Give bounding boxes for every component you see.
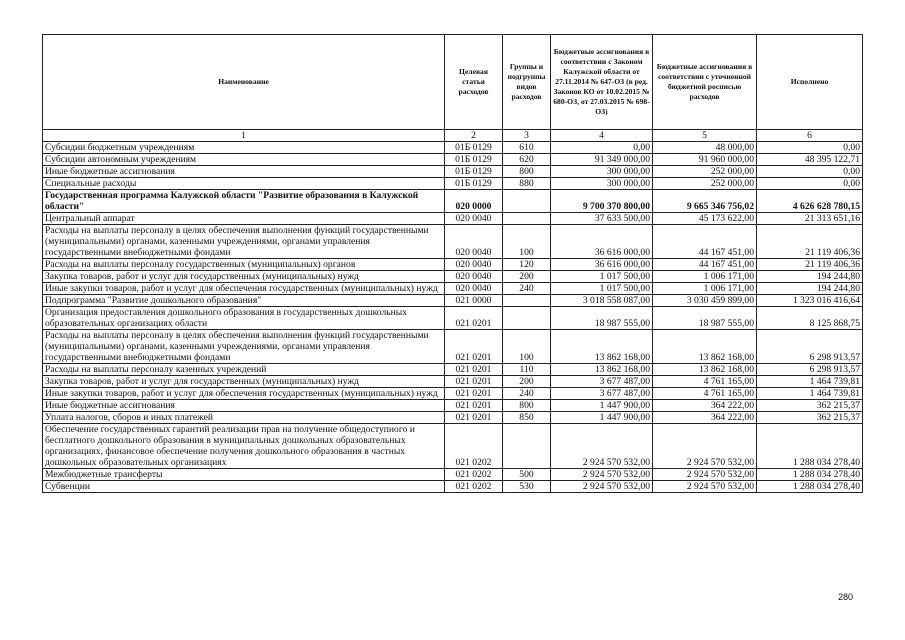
cell-grp: 240 [503, 388, 551, 400]
cell-law: 37 633 500,00 [551, 213, 653, 225]
cell-done: 0,00 [757, 142, 863, 154]
table-row [43, 190, 863, 213]
table-row [43, 400, 863, 412]
cell-plan: 2 924 570 532,00 [653, 481, 757, 493]
colnum: 2 [445, 130, 503, 142]
cell-law: 13 862 168,00 [551, 364, 653, 376]
cell-law: 2 924 570 532,00 [551, 481, 653, 493]
cell-code: 021 0201 [445, 412, 503, 424]
table-row [43, 154, 863, 166]
table-row [43, 469, 863, 481]
cell-grp: 110 [503, 364, 551, 376]
cell-grp [503, 424, 551, 469]
table-row [43, 178, 863, 190]
page-number: 280 [838, 592, 854, 602]
cell-plan: 364 222,00 [653, 412, 757, 424]
cell-code: 021 0201 [445, 376, 503, 388]
cell-law: 0,00 [551, 142, 653, 154]
cell-grp: 800 [503, 166, 551, 178]
cell-code: 021 0201 [445, 307, 503, 330]
cell-grp: 200 [503, 271, 551, 283]
colnum: 5 [653, 130, 757, 142]
cell-grp [503, 307, 551, 330]
cell-code: 020 0040 [445, 271, 503, 283]
colnum: 3 [503, 130, 551, 142]
table-row [43, 481, 863, 493]
table-row [43, 364, 863, 376]
cell-name: Уплата налогов, сборов и иных платежей [43, 412, 445, 424]
cell-name: Иные бюджетные ассигнования [43, 400, 445, 412]
table-row [43, 307, 863, 330]
cell-name: Субсидии бюджетным учреждениям [43, 142, 445, 154]
cell-code: 020 0040 [445, 259, 503, 271]
cell-done: 362 215,37 [757, 400, 863, 412]
table-row [43, 213, 863, 225]
cell-grp [503, 295, 551, 307]
header-plan: Бюджетные ассигнования в соответствии с уточненной бюджетной росписью расходов [653, 35, 757, 130]
table-row [43, 388, 863, 400]
cell-grp: 100 [503, 225, 551, 259]
cell-plan: 364 222,00 [653, 400, 757, 412]
cell-grp: 100 [503, 330, 551, 364]
cell-plan: 91 960 000,00 [653, 154, 757, 166]
cell-code: 01Б 0129 [445, 178, 503, 190]
cell-law: 2 924 570 532,00 [551, 424, 653, 469]
cell-law: 18 987 555,00 [551, 307, 653, 330]
cell-plan: 252 000,00 [653, 178, 757, 190]
cell-name: Обеспечение государственных гарантий реализации прав на получение общедоступного и бесплатного дошкольного образования в муниципальных дошкольных образовательных организациях, финансовое обеспечение получения дошкольного образования в частных дошкольных образовательных организациях [43, 424, 445, 469]
cell-plan: 13 862 168,00 [653, 364, 757, 376]
cell-code: 01Б 0129 [445, 142, 503, 154]
cell-plan: 18 987 555,00 [653, 307, 757, 330]
table-row [43, 412, 863, 424]
cell-code: 01Б 0129 [445, 154, 503, 166]
cell-code: 021 0201 [445, 364, 503, 376]
budget-table [42, 34, 863, 493]
cell-done: 1 288 034 278,40 [757, 481, 863, 493]
cell-code: 021 0201 [445, 388, 503, 400]
cell-done: 8 125 868,75 [757, 307, 863, 330]
header-law: Бюджетные ассигнования в соответствии с Законом Калужской области от 27.11.2014 № 647-ОЗ (в ред. Законов КО от 10.02.2015 № 680-ОЗ, от 27.03.2015 № 698-ОЗ) [551, 35, 653, 130]
cell-name: Расходы на выплаты персоналу казенных учреждений [43, 364, 445, 376]
colnum: 1 [43, 130, 445, 142]
cell-done: 1 464 739,81 [757, 388, 863, 400]
cell-done: 48 395 122,71 [757, 154, 863, 166]
table-row [43, 225, 863, 259]
cell-done: 194 244,80 [757, 283, 863, 295]
cell-code: 021 0202 [445, 424, 503, 469]
cell-name: Расходы на выплаты персоналу в целях обеспечения выполнения функций государственными (муниципальными) органами, казенными учреждениями, органами управления государственными внебюджетными фондами [43, 225, 445, 259]
cell-name: Государственная программа Калужской области "Развитие образования в Калужской области" [43, 190, 445, 213]
cell-code: 020 0040 [445, 283, 503, 295]
cell-code: 01Б 0129 [445, 166, 503, 178]
cell-done: 362 215,37 [757, 412, 863, 424]
cell-law: 9 700 370 800,00 [551, 190, 653, 213]
cell-law: 1 017 500,00 [551, 283, 653, 295]
cell-grp: 240 [503, 283, 551, 295]
cell-plan: 48 000,00 [653, 142, 757, 154]
cell-code: 021 0201 [445, 400, 503, 412]
cell-name: Расходы на выплаты персоналу государственных (муниципальных) органов [43, 259, 445, 271]
cell-law: 36 616 000,00 [551, 225, 653, 259]
cell-done: 21 119 406,36 [757, 259, 863, 271]
colnum: 6 [757, 130, 863, 142]
cell-plan: 1 006 171,00 [653, 271, 757, 283]
cell-done: 6 298 913,57 [757, 364, 863, 376]
cell-done: 1 464 739,81 [757, 376, 863, 388]
header-group: Группы и подгруппы видов расходов [503, 35, 551, 130]
cell-plan: 44 167 451,00 [653, 259, 757, 271]
cell-name: Специальные расходы [43, 178, 445, 190]
cell-code: 020 0000 [445, 190, 503, 213]
table-row [43, 259, 863, 271]
cell-done: 6 298 913,57 [757, 330, 863, 364]
cell-grp: 880 [503, 178, 551, 190]
table-row [43, 271, 863, 283]
cell-law: 1 017 500,00 [551, 271, 653, 283]
cell-law: 300 000,00 [551, 166, 653, 178]
table-row [43, 283, 863, 295]
cell-grp: 500 [503, 469, 551, 481]
cell-law: 36 616 000,00 [551, 259, 653, 271]
cell-name: Иные бюджетные ассигнования [43, 166, 445, 178]
cell-plan: 3 030 459 899,00 [653, 295, 757, 307]
cell-plan: 9 665 346 756,02 [653, 190, 757, 213]
cell-done: 0,00 [757, 178, 863, 190]
cell-grp: 200 [503, 376, 551, 388]
cell-name: Межбюджетные трансферты [43, 469, 445, 481]
table-row [43, 330, 863, 364]
cell-name: Иные закупки товаров, работ и услуг для обеспечения государственных (муниципальных) нужд [43, 283, 445, 295]
cell-law: 3 018 558 087,00 [551, 295, 653, 307]
cell-done: 21 119 406,36 [757, 225, 863, 259]
cell-done: 1 288 034 278,40 [757, 469, 863, 481]
table-row [43, 295, 863, 307]
cell-plan: 4 761 165,00 [653, 388, 757, 400]
cell-name: Организация предоставления дошкольного образования в государственных дошкольных образовательных организациях области [43, 307, 445, 330]
cell-name: Расходы на выплаты персоналу в целях обеспечения выполнения функций государственными (муниципальными) органами, казенными учреждениями, органами управления государственными внебюджетными фондами [43, 330, 445, 364]
table-row [43, 424, 863, 469]
cell-plan: 2 924 570 532,00 [653, 424, 757, 469]
cell-grp: 530 [503, 481, 551, 493]
cell-grp [503, 190, 551, 213]
cell-law: 1 447 900,00 [551, 412, 653, 424]
cell-code: 021 0202 [445, 469, 503, 481]
colnum: 4 [551, 130, 653, 142]
cell-name: Иные закупки товаров, работ и услуг для обеспечения государственных (муниципальных) нужд [43, 388, 445, 400]
cell-done: 4 626 628 780,15 [757, 190, 863, 213]
cell-name: Субсидии автономным учреждениям [43, 154, 445, 166]
cell-law: 3 677 487,00 [551, 388, 653, 400]
header-done: Исполнено [757, 35, 863, 130]
cell-grp: 850 [503, 412, 551, 424]
cell-code: 021 0201 [445, 330, 503, 364]
cell-law: 1 447 900,00 [551, 400, 653, 412]
cell-code: 020 0040 [445, 213, 503, 225]
table-row [43, 376, 863, 388]
cell-law: 300 000,00 [551, 178, 653, 190]
cell-done: 21 313 651,16 [757, 213, 863, 225]
cell-law: 3 677 487,00 [551, 376, 653, 388]
table-row [43, 166, 863, 178]
cell-name: Подпрограмма "Развитие дошкольного образования" [43, 295, 445, 307]
cell-grp: 800 [503, 400, 551, 412]
cell-code: 021 0202 [445, 481, 503, 493]
cell-plan: 45 173 622,00 [653, 213, 757, 225]
cell-code: 020 0040 [445, 225, 503, 259]
cell-law: 2 924 570 532,00 [551, 469, 653, 481]
cell-name: Закупка товаров, работ и услуг для государственных (муниципальных) нужд [43, 271, 445, 283]
cell-done: 0,00 [757, 166, 863, 178]
table-row [43, 142, 863, 154]
cell-law: 13 862 168,00 [551, 330, 653, 364]
cell-plan: 2 924 570 532,00 [653, 469, 757, 481]
cell-law: 91 349 000,00 [551, 154, 653, 166]
cell-done: 194 244,80 [757, 271, 863, 283]
cell-grp: 620 [503, 154, 551, 166]
cell-name: Субвенции [43, 481, 445, 493]
cell-name: Закупка товаров, работ и услуг для государственных (муниципальных) нужд [43, 376, 445, 388]
cell-plan: 13 862 168,00 [653, 330, 757, 364]
cell-plan: 4 761 165,00 [653, 376, 757, 388]
cell-grp: 120 [503, 259, 551, 271]
cell-plan: 1 006 171,00 [653, 283, 757, 295]
header-code: Целевая статья расходов [445, 35, 503, 130]
cell-done: 1 323 016 416,64 [757, 295, 863, 307]
cell-plan: 252 000,00 [653, 166, 757, 178]
cell-plan: 44 167 451,00 [653, 225, 757, 259]
header-name: Наименование [43, 35, 445, 130]
cell-code: 021 0000 [445, 295, 503, 307]
cell-done: 1 288 034 278,40 [757, 424, 863, 469]
cell-grp [503, 213, 551, 225]
cell-name: Центральный аппарат [43, 213, 445, 225]
cell-grp: 610 [503, 142, 551, 154]
